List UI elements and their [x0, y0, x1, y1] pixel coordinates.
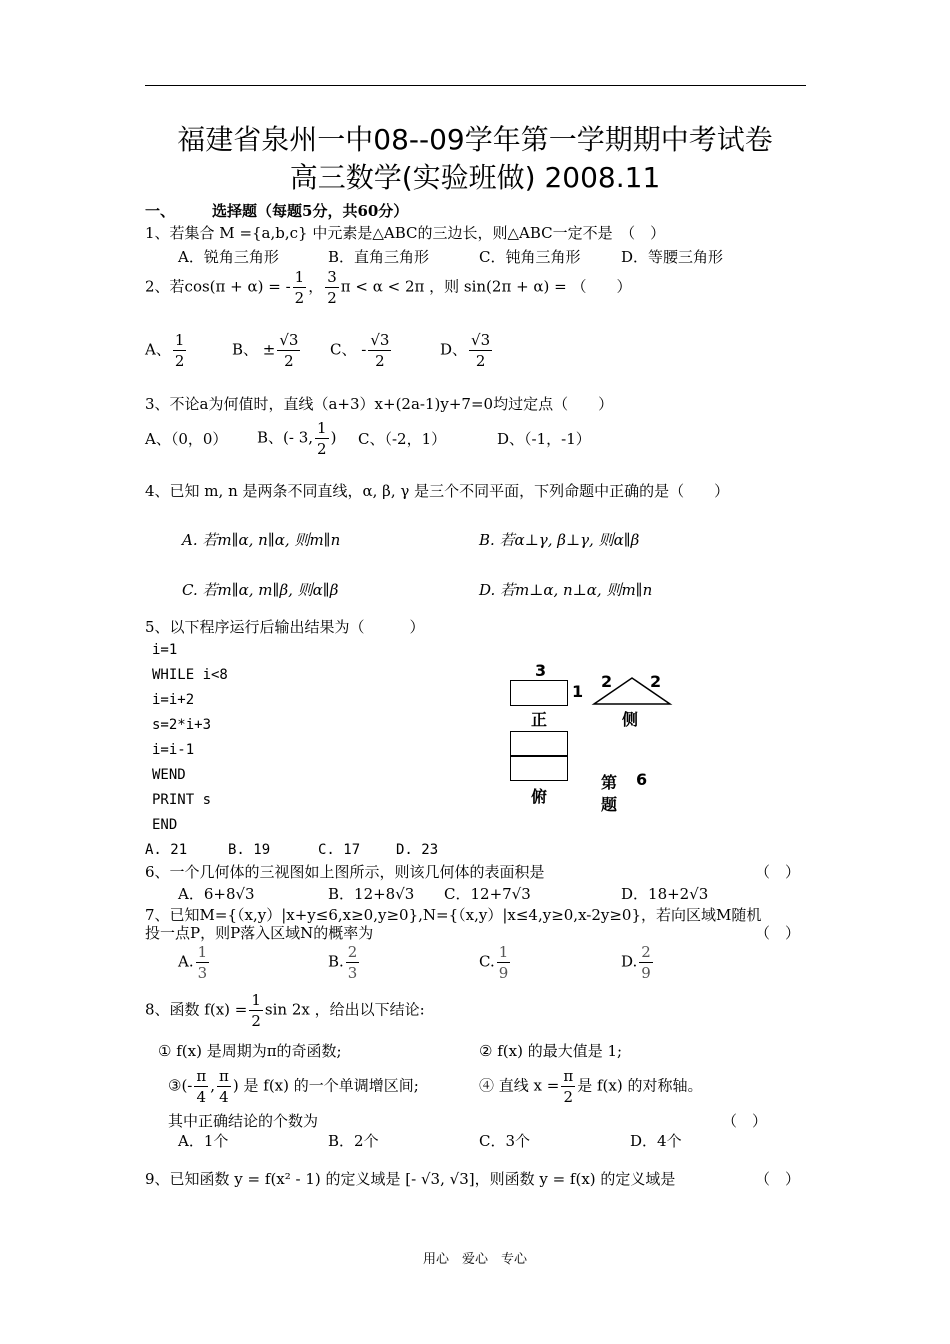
- q1-option-d: D．等腰三角形: [621, 248, 724, 266]
- front-view-label: 正: [531, 710, 548, 729]
- section-number: 一、: [145, 202, 176, 220]
- code-line: WEND: [152, 767, 186, 783]
- code-line: s=2*i+3: [152, 717, 212, 733]
- top-view-rect-upper: [510, 731, 568, 757]
- q3-option-c: C、（-2，1）: [358, 430, 447, 448]
- q9-stem: 9、已知函数 y = f(x² - 1) 的定义域是 [- √3, √3]，则函数 y = f(x) 的定义域是: [145, 1170, 676, 1188]
- q7-stem-line2: 投一点P，则P落入区域N的概率为: [145, 924, 374, 942]
- front-height-label: 1: [572, 682, 584, 701]
- q7-option-a: A. $\frac{1}{3}$: [178, 943, 208, 982]
- q5-option-a: A. 21: [145, 842, 188, 858]
- q3-stem: 3、不论a为何值时，直线（a+3）x+(2a-1)y+7=0均过定点（ ）: [145, 395, 614, 413]
- q5-option-b: B. 19: [228, 842, 271, 858]
- q4-stem: 4、已知 m, n 是两条不同直线，α, β, γ 是三个不同平面，下列命题中正确的是（ ）: [145, 482, 730, 500]
- q6-option-a: A．6+8√3: [178, 885, 255, 903]
- code-line: i=1: [152, 642, 178, 658]
- q6-option-c: C．12+7√3: [444, 885, 531, 903]
- q1-option-a: A．锐角三角形: [178, 248, 279, 266]
- q4-option-c: C. 若m∥α, m∥β, 则α∥β: [182, 581, 339, 599]
- q8-option-c: C．3个: [479, 1132, 531, 1150]
- q8-conclusion-3: ③(- $\frac{\pi}{4}$ , $\frac{\pi}{4}$ ) 是 f(x) 的一个单调增区间;: [168, 1067, 419, 1106]
- front-view-rect: [510, 680, 568, 706]
- front-width-label: 3: [535, 661, 547, 680]
- page-subtitle: 高三数学(实验班做) 2008.11: [289, 161, 661, 194]
- code-line: i=i-1: [152, 742, 195, 758]
- figure-caption-di: 第: [601, 773, 618, 792]
- figure-caption-number: 6: [636, 770, 648, 789]
- q7-option-d: D. $\frac{2}{9}$: [621, 943, 651, 982]
- q8-stem: 8、函数 f(x) = $\frac{1}{2}$ sin 2x ，给出以下结论:: [145, 991, 425, 1030]
- q6-option-b: B．12+8√3: [328, 885, 415, 903]
- q8-option-d: D．4个: [630, 1132, 682, 1150]
- q8-conclusion-4: ④ 直线 x = $\frac{\pi}{2}$ 是 f(x) 的对称轴。: [479, 1067, 703, 1106]
- q4-option-a: A. 若m∥α, n∥α, 则m∥n: [182, 531, 341, 549]
- q5-option-d: D. 23: [396, 842, 439, 858]
- header-rule: [145, 85, 806, 86]
- section-heading: 选择题（每题5分，共60分）: [212, 202, 409, 220]
- q7-stem-line1: 7、已知M={（x,y）|x+y≤6,x≥0,y≥0},N={（x,y）|x≤4,y≥0,x-2y≥0}，若向区域M随机: [145, 906, 762, 924]
- q8-option-a: A．1个: [178, 1132, 229, 1150]
- q2-option-b: B、 ± $\frac{√3}{2}$: [232, 331, 299, 370]
- q8-answer-paren: （ ）: [722, 1112, 768, 1130]
- q2-stem: 2、若cos(π + α) = - $\frac{1}{2}$ ， $\frac{3}{2}$ π < α < 2π ，则 sin(2π + α) = （ ）: [145, 268, 632, 307]
- code-line: PRINT s: [152, 792, 212, 808]
- page-title: 福建省泉州一中08--09学年第一学期期中考试卷: [177, 123, 773, 156]
- q8-question: 其中正确结论的个数为: [168, 1112, 319, 1130]
- q4-option-b: B. 若α⊥γ, β⊥γ, 则α∥β: [479, 531, 640, 549]
- q7-answer-paren: （ ）: [755, 924, 801, 942]
- q7-option-c: C. $\frac{1}{9}$: [479, 943, 509, 982]
- q8-option-b: B．2个: [328, 1132, 379, 1150]
- code-line: END: [152, 817, 178, 833]
- side-view-label: 侧: [622, 710, 639, 729]
- q5-option-c: C. 17: [318, 842, 361, 858]
- q3-option-b: B、(- 3, $\frac{1}{2}$ ): [257, 419, 337, 458]
- side-left-label: 2: [601, 672, 613, 691]
- q2-option-c: C、 - $\frac{√3}{2}$: [330, 331, 390, 370]
- page-footer: 用心 爱心 专心: [422, 1252, 527, 1267]
- q1-stem: 1、若集合 M ={a,b,c} 中元素是△ABC的三边长，则△ABC一定不是 （ ）: [145, 224, 666, 242]
- q3-option-d: D、（-1，-1）: [497, 430, 591, 448]
- code-line: WHILE i<8: [152, 667, 228, 683]
- q9-answer-paren: （ ）: [755, 1170, 801, 1188]
- figure-caption-ti: 题: [601, 795, 618, 814]
- q2-option-d: D、 $\frac{√3}{2}$: [440, 331, 491, 370]
- top-view-rect-lower: [510, 755, 568, 781]
- q5-stem: 5、以下程序运行后输出结果为（ ）: [145, 618, 425, 636]
- q2-option-a: A、 $\frac{1}{2}$: [145, 331, 185, 370]
- q1-option-c: C．钝角三角形: [479, 248, 581, 266]
- side-right-label: 2: [650, 672, 662, 691]
- q3-option-a: A、（0，0）: [145, 430, 228, 448]
- q8-conclusion-1: ① f(x) 是周期为π的奇函数;: [158, 1042, 342, 1060]
- q6-stem: 6、一个几何体的三视图如上图所示，则该几何体的表面积是: [145, 863, 545, 881]
- code-line: i=i+2: [152, 692, 195, 708]
- q7-option-b: B. $\frac{2}{3}$: [328, 943, 358, 982]
- q6-option-d: D．18+2√3: [621, 885, 709, 903]
- top-view-label: 俯: [531, 787, 548, 806]
- q8-conclusion-2: ② f(x) 的最大值是 1;: [479, 1042, 623, 1060]
- q1-option-b: B．直角三角形: [328, 248, 430, 266]
- q4-option-d: D. 若m⊥α, n⊥α, 则m∥n: [479, 581, 653, 599]
- q6-answer-paren: （ ）: [755, 863, 801, 881]
